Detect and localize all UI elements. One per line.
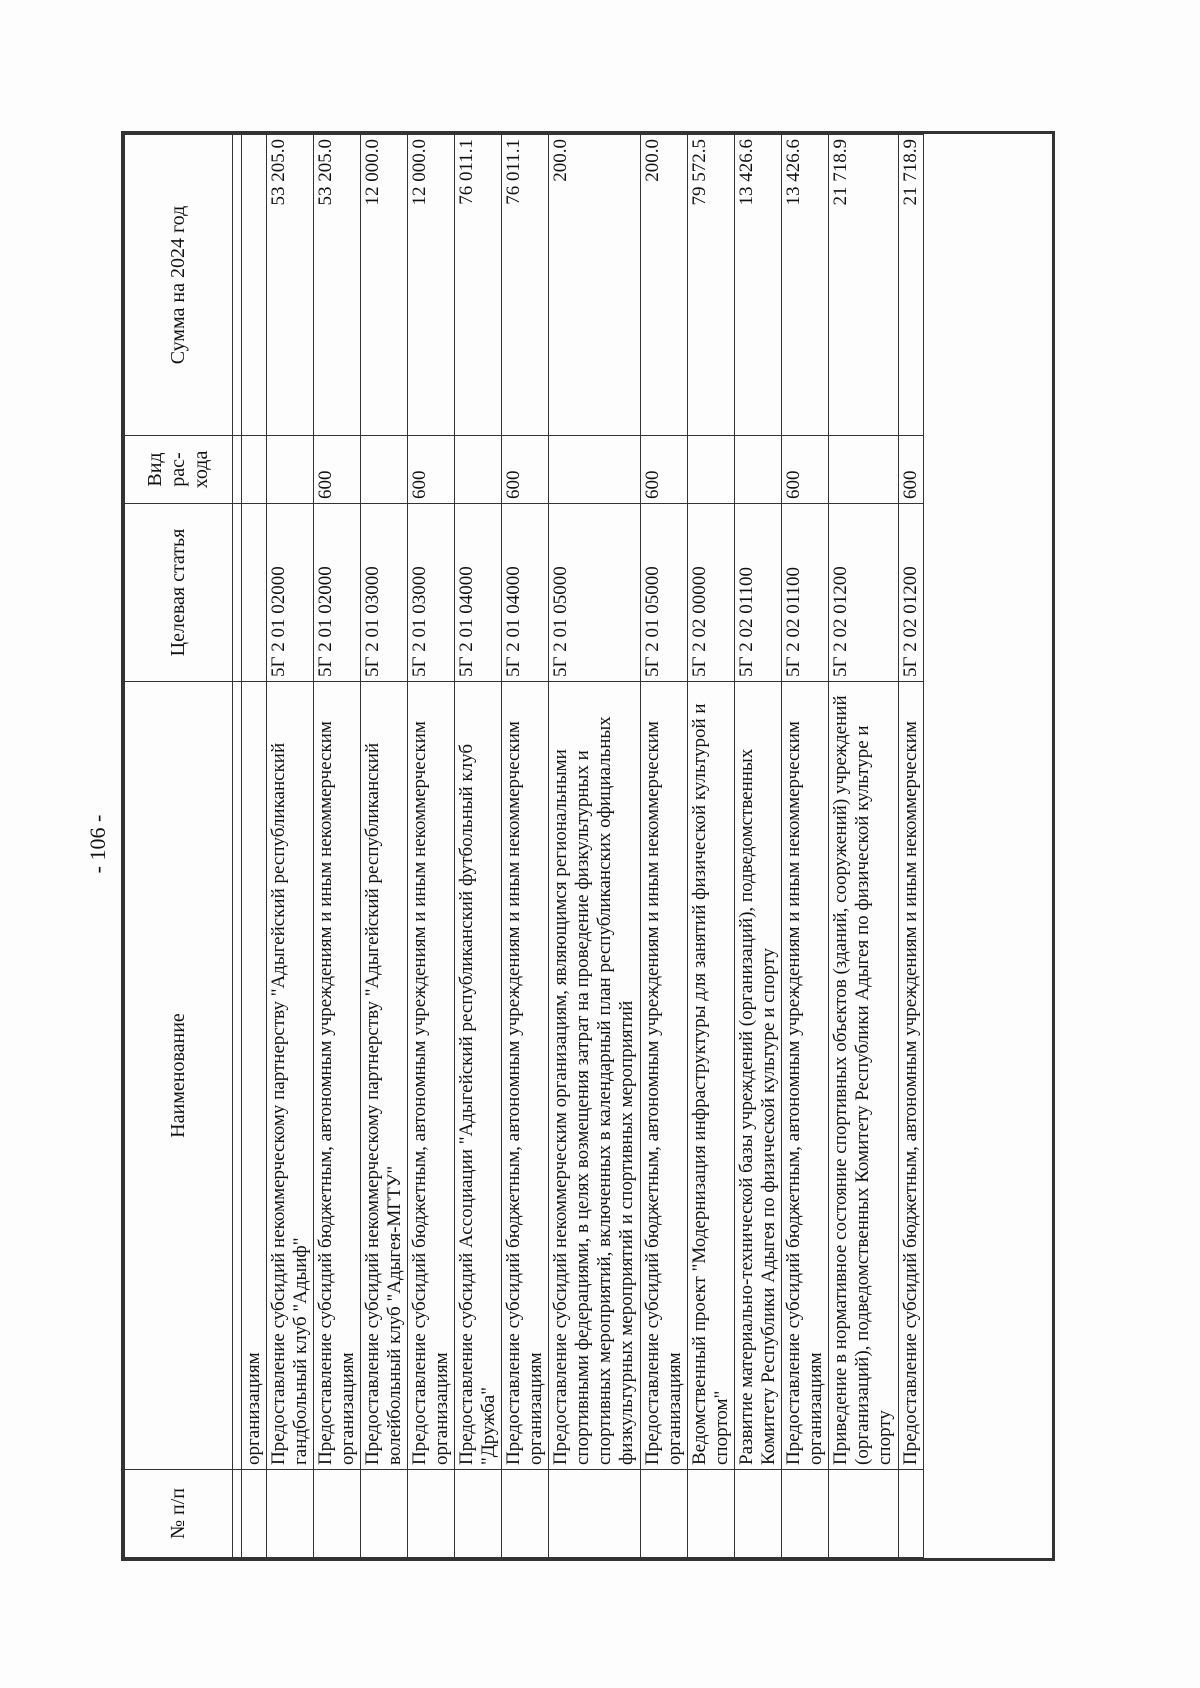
cell-sum: 13 426.6 <box>735 135 782 436</box>
cell-name: Развитие материально-технической базы учреждений (организаций), подведомственных Комитету Республики Адыгея по физической культуре и спорту <box>735 682 782 1470</box>
cell-code: 5Г 2 01 03000 <box>408 504 455 682</box>
cell-name: Предоставление субсидий некоммерческому партнерству "Адыгейский республиканский гандбольный клуб "Адыиф" <box>267 682 314 1470</box>
cell-sum: 53 205.0 <box>314 135 361 436</box>
cell-code: 5Г 2 01 02000 <box>267 504 314 682</box>
cell-kind <box>267 436 314 504</box>
cell-code: 5Г 2 02 01200 <box>899 504 924 682</box>
cell-kind <box>829 436 899 504</box>
cell-name: Предоставление субсидий бюджетным, автономным учреждениям и иным некоммерческим организациям <box>502 682 549 1470</box>
cell-sum: 12 000.0 <box>408 135 455 436</box>
cell-num <box>361 1470 408 1558</box>
cell-sum: 21 718.9 <box>899 135 924 436</box>
cell-kind: 600 <box>314 436 361 504</box>
cell-sum: 53 205.0 <box>267 135 314 436</box>
table-body <box>233 135 924 1558</box>
cell-sum: 12 000.0 <box>361 135 408 436</box>
cell-num <box>641 1470 688 1558</box>
cell-sum: 21 718.9 <box>829 135 899 436</box>
cell-num <box>549 1470 641 1558</box>
table-row <box>688 135 735 1558</box>
cell-code: 5Г 2 02 01100 <box>782 504 829 682</box>
cell-sum: 76 011.1 <box>455 135 502 436</box>
cell-num <box>782 1470 829 1558</box>
cell-code: 5Г 2 02 01200 <box>829 504 899 682</box>
cell-name: Предоставление субсидий Ассоциации "Адыгейский республиканский футбольный клуб "Дружба" <box>455 682 502 1470</box>
cell-name: Предоставление субсидий некоммерческому партнерству "Адыгейский республиканский волейбольный клуб "Адыгея-МГТУ" <box>361 682 408 1470</box>
table-row <box>242 135 267 1558</box>
cell-sum: 200.0 <box>641 135 688 436</box>
cell-kind: 600 <box>641 436 688 504</box>
header-name: Наименование <box>125 682 233 1470</box>
budget-table <box>124 134 924 1558</box>
cell-num <box>408 1470 455 1558</box>
cell-code: 5Г 2 01 02000 <box>314 504 361 682</box>
cell-code <box>242 504 267 682</box>
cell-num <box>314 1470 361 1558</box>
cell-kind <box>455 436 502 504</box>
cell-name: Предоставление субсидий бюджетным, автономным учреждениям и иным некоммерческим организациям <box>408 682 455 1470</box>
cell-sum: 13 426.6 <box>782 135 829 436</box>
table-row <box>829 135 899 1558</box>
cell-name: Предоставление субсидий бюджетным, автономным учреждениям и иным некоммерческим организациям <box>782 682 829 1470</box>
table-row <box>455 135 502 1558</box>
table-header-row <box>125 135 233 1558</box>
table-row <box>782 135 829 1558</box>
cell-name: Предоставление субсидий бюджетным, автономным учреждениям и иным некоммерческим <box>899 682 924 1470</box>
page-number: - 106 - <box>85 814 110 874</box>
table-spacer-row <box>233 135 242 1558</box>
cell-code: 5Г 2 01 04000 <box>455 504 502 682</box>
cell-kind <box>242 436 267 504</box>
cell-sum: 200.0 <box>549 135 641 436</box>
cell-num <box>242 1470 267 1558</box>
cell-num <box>899 1470 924 1558</box>
cell-code: 5Г 2 01 05000 <box>641 504 688 682</box>
table-row <box>314 135 361 1558</box>
cell-name: Предоставление субсидий бюджетным, автономным учреждениям и иным некоммерческим организациям <box>314 682 361 1470</box>
cell-kind <box>549 436 641 504</box>
cell-kind: 600 <box>502 436 549 504</box>
cell-name: Ведомственный проект "Модернизация инфраструктуры для занятий физической культурой и спортом" <box>688 682 735 1470</box>
header-code: Целевая статья <box>125 504 233 682</box>
cell-code: 5Г 2 02 01100 <box>735 504 782 682</box>
cell-code: 5Г 2 01 03000 <box>361 504 408 682</box>
cell-num <box>455 1470 502 1558</box>
cell-kind <box>361 436 408 504</box>
cell-num <box>829 1470 899 1558</box>
cell-kind: 600 <box>899 436 924 504</box>
cell-num <box>267 1470 314 1558</box>
budget-table-container <box>121 131 1055 1561</box>
cell-kind <box>688 436 735 504</box>
table-row <box>899 135 924 1558</box>
cell-kind: 600 <box>782 436 829 504</box>
cell-sum: 76 011.1 <box>502 135 549 436</box>
cell-kind <box>735 436 782 504</box>
header-sum: Сумма на 2024 год <box>125 135 233 436</box>
cell-name: Предоставление субсидий бюджетным, автономным учреждениям и иным некоммерческим организациям <box>641 682 688 1470</box>
cell-code: 5Г 2 01 05000 <box>549 504 641 682</box>
cell-kind: 600 <box>408 436 455 504</box>
header-kind: Вид рас-хода <box>125 436 233 504</box>
cell-num <box>688 1470 735 1558</box>
cell-name: организациям <box>242 682 267 1470</box>
table-row <box>502 135 549 1558</box>
header-num: № п/п <box>125 1470 233 1558</box>
table-row <box>641 135 688 1558</box>
cell-num <box>502 1470 549 1558</box>
cell-num <box>735 1470 782 1558</box>
cell-name: Предоставление субсидий некоммерческим организациям, являющимся региональными спортивными федерациями, в целях возмещения затрат на проведение физкультурных и спортивных мероприятий, включенных в календарный план республиканских официальных физкультурных мероприятий и спортивных мероприятий <box>549 682 641 1470</box>
cell-sum: 79 572.5 <box>688 135 735 436</box>
cell-code: 5Г 2 02 00000 <box>688 504 735 682</box>
table-row <box>408 135 455 1558</box>
cell-code: 5Г 2 01 04000 <box>502 504 549 682</box>
table-row <box>267 135 314 1558</box>
table-row <box>361 135 408 1558</box>
table-row <box>735 135 782 1558</box>
cell-name: Приведение в нормативное состояние спортивных объектов (зданий, сооружений) учреждений (организаций), подведомственных Комитету Республики Адыгея по физической культуре и спорту <box>829 682 899 1470</box>
table-row <box>549 135 641 1558</box>
cell-sum <box>242 135 267 436</box>
